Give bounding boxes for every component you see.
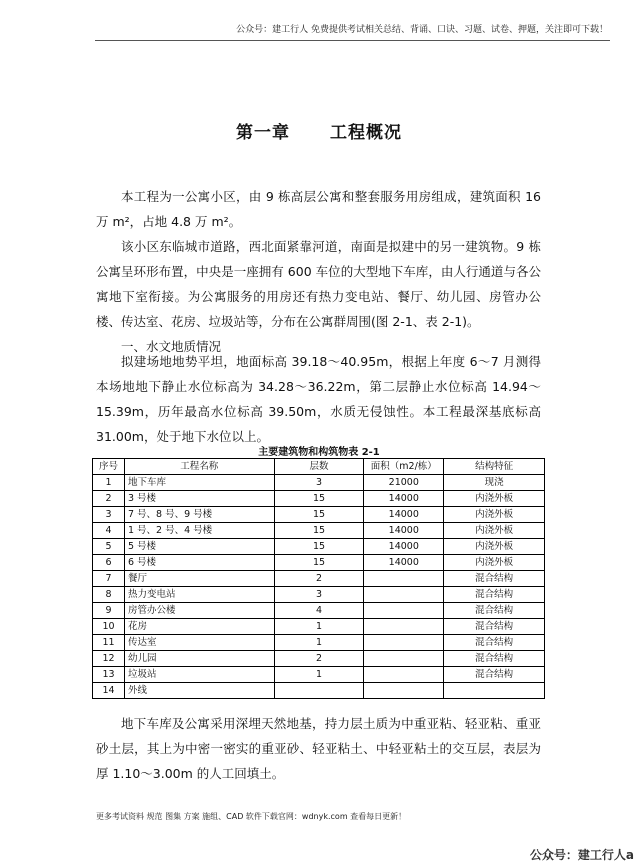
table-cell: 热力变电站 (124, 587, 274, 603)
table-cell (274, 683, 364, 699)
table-cell (364, 619, 444, 635)
table-cell: 15 (274, 555, 364, 571)
table-cell: 14000 (364, 507, 444, 523)
table-cell: 6 (93, 555, 125, 571)
page-header: 公众号：建工行人 免费提供考试相关总结、背诵、口诀、习题、试卷、押题，关注即可下载！ (236, 25, 608, 35)
table-row (93, 651, 545, 667)
brand-watermark: 公众号：建工行人a (529, 848, 634, 862)
paragraph-layout: 该小区东临城市道路，西北面紧靠河道，南面是拟建中的另一建筑物。9 栋公寓呈环形布置，中央是一座拥有 600 车位的大型地下车库，由人行通道与各公寓地下室衔接。为公寓服务的用房还有热力变电站、餐厅、幼儿园、房管办公楼、传达室、花房、垃圾站等，分布在公寓群周围(图 2-1、表 2-1)。 (96, 239, 541, 329)
table-cell: 2 (93, 491, 125, 507)
table-cell: 1 (274, 635, 364, 651)
table-row (93, 507, 545, 523)
table-cell: 8 (93, 587, 125, 603)
table-row (93, 539, 545, 555)
table-row (93, 667, 545, 683)
table-cell: 3 (274, 587, 364, 603)
paragraph-overview: 本工程为一公寓小区，由 9 栋高层公寓和整套服务用房组成，建筑面积 16 万 m²，占地 4.8 万 m²。 (96, 189, 541, 229)
table-cell: 14000 (364, 523, 444, 539)
table-cell: 4 (93, 523, 125, 539)
table-cell: 垃圾站 (124, 667, 274, 683)
chapter-number: 第一章 (236, 123, 290, 143)
table-cell: 14000 (364, 555, 444, 571)
table-cell: 15 (274, 507, 364, 523)
table-cell: 混合结构 (444, 571, 545, 587)
table-cell: 5 (93, 539, 125, 555)
header-cell: 工程名称 (124, 459, 274, 475)
table-cell: 10 (93, 619, 125, 635)
table-cell: 混合结构 (444, 667, 545, 683)
table-row (93, 635, 545, 651)
table-cell (364, 603, 444, 619)
table-row (93, 491, 545, 507)
table-cell: 3 号楼 (124, 491, 274, 507)
table-row (93, 523, 545, 539)
table-cell (444, 683, 545, 699)
chapter-title (0, 118, 638, 143)
table-cell: 现浇 (444, 475, 545, 491)
table-cell: 6 号楼 (124, 555, 274, 571)
table-cell: 混合结构 (444, 587, 545, 603)
table-cell (364, 571, 444, 587)
table-cell (364, 635, 444, 651)
section-heading-hydrogeology: 一、水文地质情况 (121, 339, 222, 354)
table-cell (364, 683, 444, 699)
table-row (93, 555, 545, 571)
table-cell: 内浇外板 (444, 539, 545, 555)
chapter-name: 工程概况 (330, 123, 402, 143)
table-cell: 3 (274, 475, 364, 491)
table-row (93, 603, 545, 619)
table-header-row (93, 459, 545, 475)
header-cell: 面积（m2/栋） (364, 459, 444, 475)
header-cell: 序号 (93, 459, 125, 475)
table-row (93, 571, 545, 587)
table-cell: 混合结构 (444, 651, 545, 667)
table-cell: 传达室 (124, 635, 274, 651)
table-cell: 2 (274, 651, 364, 667)
table-cell: 3 (93, 507, 125, 523)
table-row (93, 683, 545, 699)
table-cell: 混合结构 (444, 635, 545, 651)
table-cell: 21000 (364, 475, 444, 491)
table-cell: 7 号、8 号、9 号楼 (124, 507, 274, 523)
table-cell: 餐厅 (124, 571, 274, 587)
table-cell (364, 587, 444, 603)
page-footer: 更多考试资料 规范 图集 方案 施组、CAD 软件下载官网：wdnyk.com 查看每日更新！ (96, 812, 407, 821)
table-cell: 内浇外板 (444, 507, 545, 523)
table-cell: 15 (274, 491, 364, 507)
buildings-table (92, 458, 545, 699)
header-cell: 结构特征 (444, 459, 545, 475)
table-cell: 地下车库 (124, 475, 274, 491)
table-cell: 12 (93, 651, 125, 667)
table-cell: 11 (93, 635, 125, 651)
table-cell (364, 667, 444, 683)
table-cell: 1 号、2 号、4 号楼 (124, 523, 274, 539)
table-row (93, 475, 545, 491)
table-cell: 1 (93, 475, 125, 491)
table-cell: 幼儿园 (124, 651, 274, 667)
table-cell: 内浇外板 (444, 523, 545, 539)
table-row (93, 587, 545, 603)
table-cell (364, 651, 444, 667)
table-cell: 14000 (364, 539, 444, 555)
table-cell: 混合结构 (444, 619, 545, 635)
table-cell: 1 (274, 667, 364, 683)
header-divider (95, 40, 610, 41)
table-caption: 主要建筑物和构筑物表 2-1 (258, 447, 380, 458)
table-cell: 混合结构 (444, 603, 545, 619)
table-cell: 5 号楼 (124, 539, 274, 555)
table-cell: 花房 (124, 619, 274, 635)
table-cell: 外线 (124, 683, 274, 699)
table-row (93, 619, 545, 635)
paragraph-hydrogeology: 拟建场地地势平坦，地面标高 39.18～40.95m，根据上年度 6～7 月测得本场地地下静止水位标高为 34.28～36.22m，第二层静止水位标高 14.94～15.39m，历年最高水位标高 39.50m，水质无侵蚀性。本工程最深基底标高 31.00m，处于地下水位以上。 (96, 354, 541, 444)
table-cell: 9 (93, 603, 125, 619)
table-cell: 2 (274, 571, 364, 587)
table-cell: 内浇外板 (444, 491, 545, 507)
table-cell: 14 (93, 683, 125, 699)
table-cell: 7 (93, 571, 125, 587)
table-cell: 4 (274, 603, 364, 619)
table-cell: 15 (274, 523, 364, 539)
table-cell: 15 (274, 539, 364, 555)
paragraph-foundation: 地下车库及公寓采用深埋天然地基，持力层土质为中重亚粘、轻亚粘、重亚砂土层，其上为中密一密实的重亚砂、轻亚粘土、中轻亚粘土的交互层，表层为厚 1.10～3.00m 的人工回填土。 (96, 716, 541, 781)
table-cell: 1 (274, 619, 364, 635)
header-cell: 层数 (274, 459, 364, 475)
table-cell: 房管办公楼 (124, 603, 274, 619)
table-cell: 13 (93, 667, 125, 683)
table-cell: 内浇外板 (444, 555, 545, 571)
table-cell: 14000 (364, 491, 444, 507)
